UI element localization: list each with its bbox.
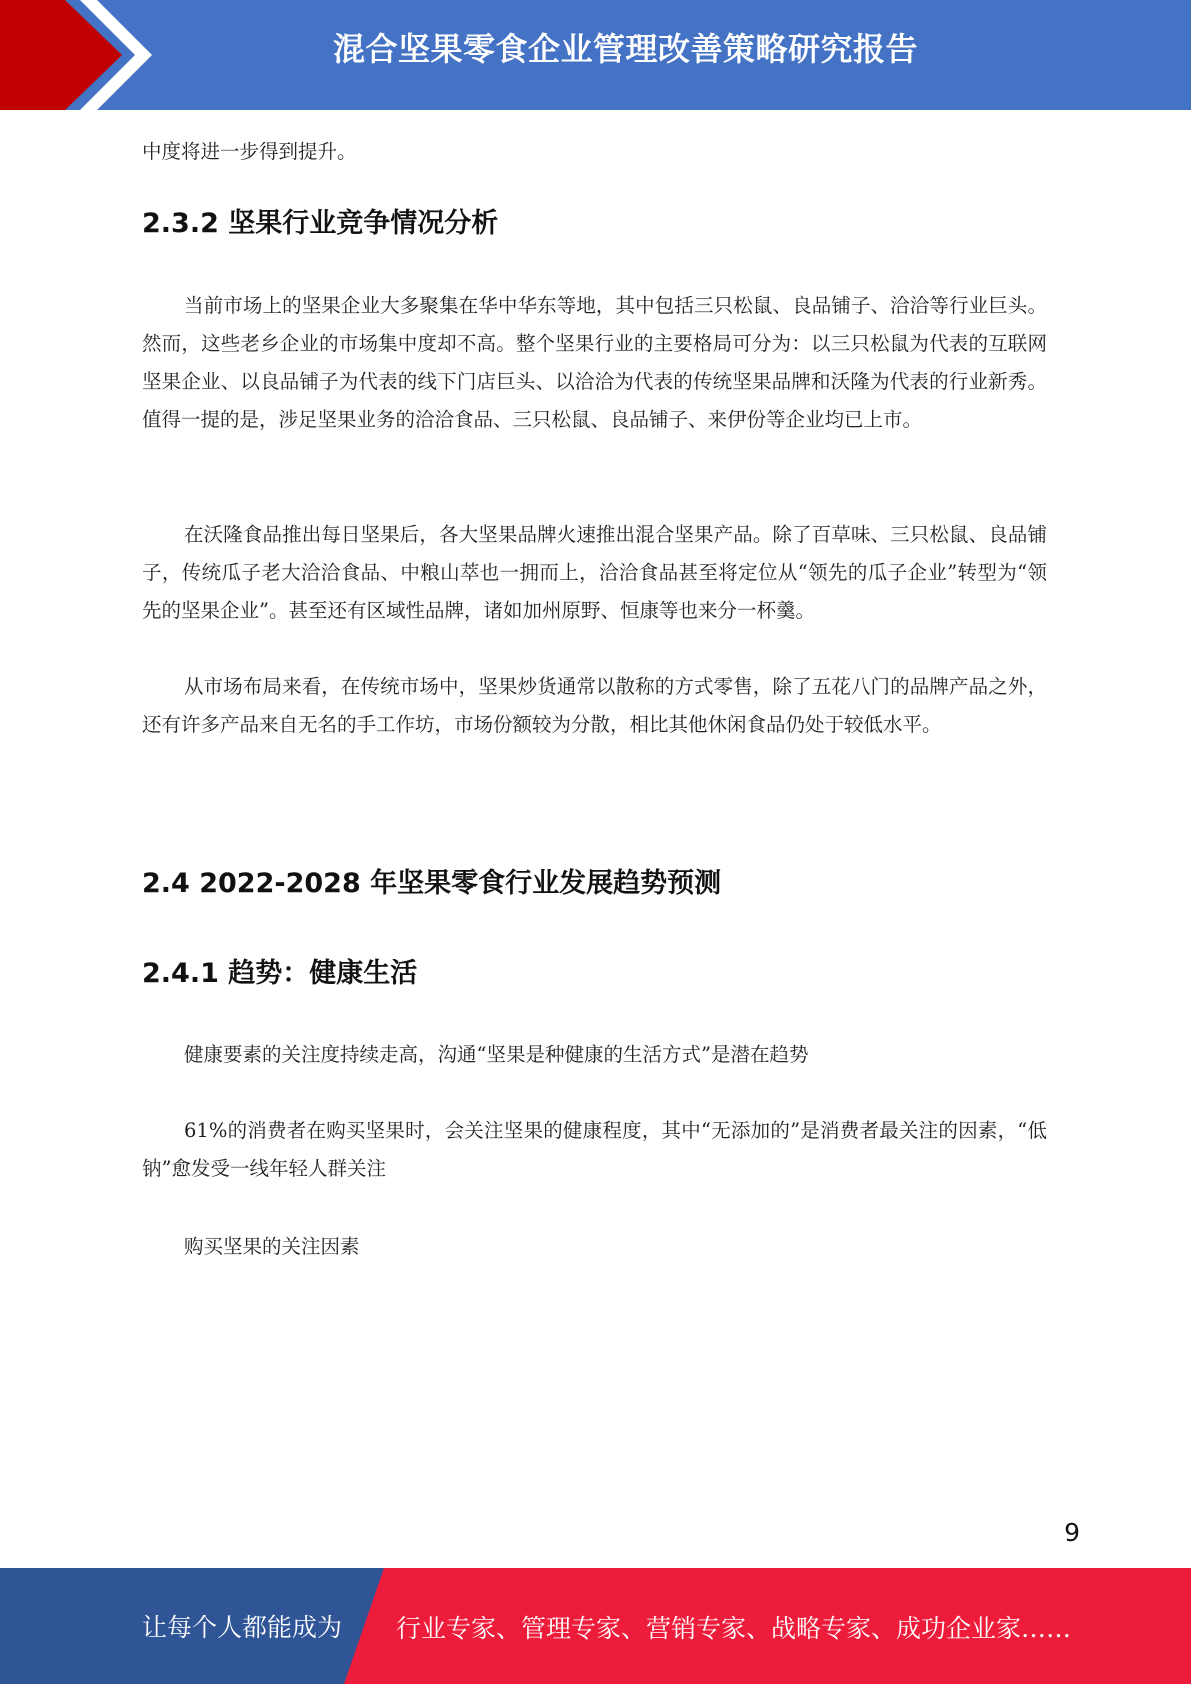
section-heading-2-4: 2.4 2022-2028 年坚果零食行业发展趋势预测 <box>142 868 722 899</box>
paragraph-market-layout: 从市场布局来看，在传统市场中，坚果炒货通常以散称的方式零售，除了五花八门的品牌产品之外，还有许多产品来自无名的手工作坊，市场份额较为分散，相比其他休闲食品仍处于较低水平。 <box>142 675 1047 736</box>
paragraph-mixed-nuts-competition: 在沃隆食品推出每日坚果后，各大坚果品牌火速推出混合坚果产品。除了百草味、三只松鼠、良品铺子，传统瓜子老大洽洽食品、中粮山萃也一拥而上，洽洽食品甚至将定位从“领先的瓜子企业”转型为“领先的坚果企业”。甚至还有区域性品牌，诸如加州原野、恒康等也来分一杯羹。 <box>142 523 1047 622</box>
paragraph-consumer-health-focus: 61%的消费者在购买坚果时，会关注坚果的健康程度，其中“无添加的”是消费者最关注的因素，“低钠”愈发受一线年轻人群关注 <box>142 1119 1047 1180</box>
footer-slogan-left: 让每个人都能成为 <box>142 1613 343 1642</box>
section-heading-2-4-1: 2.4.1 趋势：健康生活 <box>142 958 418 989</box>
footer-banner <box>0 1568 1191 1684</box>
page-number: 9 <box>1064 1518 1080 1547</box>
paragraph-purchase-factors-caption: 购买坚果的关注因素 <box>184 1235 360 1258</box>
paragraph-continued: 中度将进一步得到提升。 <box>142 140 357 163</box>
report-title: 混合坚果零食企业管理改善策略研究报告 <box>332 30 918 68</box>
paragraph-health-trend: 健康要素的关注度持续走高，沟通“坚果是种健康的生活方式”是潜在趋势 <box>184 1043 809 1066</box>
paragraph-industry-landscape: 当前市场上的坚果企业大多聚集在华中华东等地，其中包括三只松鼠、良品铺子、洽洽等行业巨头。然而，这些老乡企业的市场集中度却不高。整个坚果行业的主要格局可分为：以三只松鼠为代表的互联网坚果企业、以良品铺子为代表的线下门店巨头、以洽洽为代表的传统坚果品牌和沃隆为代表的行业新秀。值得一提的是，涉足坚果业务的洽洽食品、三只松鼠、良品铺子、来伊份等企业均已上市。 <box>142 294 1047 431</box>
section-heading-2-3-2: 2.3.2 坚果行业竞争情况分析 <box>142 208 499 239</box>
footer-slogan-right: 行业专家、管理专家、营销专家、战略专家、成功企业家…… <box>396 1614 1072 1643</box>
header-banner <box>0 0 1191 110</box>
